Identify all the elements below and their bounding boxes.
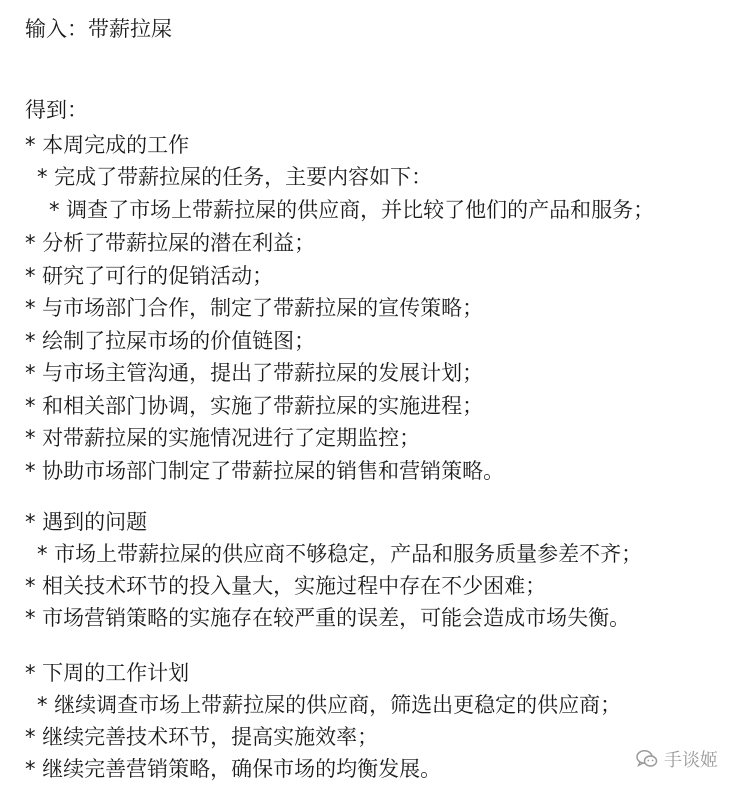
list-item: * 与市场主管沟通，提出了带薪拉屎的发展计划； [25, 361, 484, 385]
list-item: * 调查了市场上带薪拉屎的供应商，并比较了他们的产品和服务； [49, 198, 655, 222]
list-item: * 完成了带薪拉屎的任务，主要内容如下： [37, 165, 433, 189]
list-item: * 对带薪拉屎的实施情况进行了定期监控； [25, 426, 421, 450]
list-item: * 绘制了拉屎市场的价值链图； [25, 329, 316, 353]
list-item: * 继续完善技术环节，提高实施效率； [25, 725, 379, 749]
section-title: * 下周的工作计划 [25, 661, 190, 685]
list-item: * 和相关部门协调，实施了带薪拉屎的实施进程； [25, 394, 484, 418]
list-item: * 与市场部门合作，制定了带薪拉屎的宣传策略； [25, 296, 484, 320]
watermark-text: 手谈姬 [664, 750, 718, 771]
list-item: * 继续完善营销策略，确保市场的均衡发展。 [25, 757, 442, 781]
section-title: * 本周完成的工作 [25, 133, 190, 157]
list-item: * 研究了可行的促销活动； [25, 264, 274, 288]
input-line: 输入：带薪拉屎 [25, 17, 172, 41]
list-item: * 市场上带薪拉屎的供应商不够稳定，产品和服务质量参差不齐； [37, 542, 643, 566]
list-item: * 继续调查市场上带薪拉屎的供应商，筛选出更稳定的供应商； [37, 693, 622, 717]
list-item: * 市场营销策略的实施存在较严重的误差，可能会造成市场失衡。 [25, 606, 631, 630]
wechat-chat-icon [636, 749, 658, 769]
watermark [636, 744, 718, 774]
section-title: * 遇到的问题 [25, 510, 148, 534]
result-heading: 得到： [25, 98, 88, 122]
list-item: * 相关技术环节的投入量大，实施过程中存在不少困难； [25, 574, 547, 598]
list-item: * 协助市场部门制定了带薪拉屎的销售和营销策略。 [25, 459, 505, 483]
list-item: * 分析了带薪拉屎的潜在利益； [25, 231, 316, 255]
